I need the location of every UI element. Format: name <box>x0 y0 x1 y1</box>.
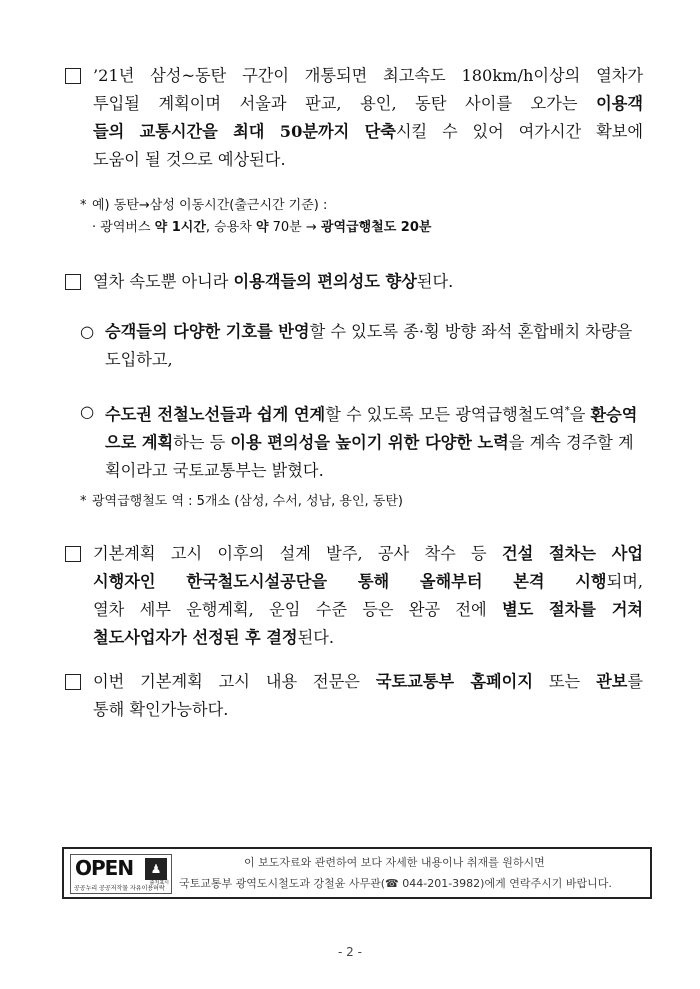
paragraph-full-text <box>65 668 643 724</box>
footer-line1: 이 보도자료와 관련하여 보다 자세한 내용이나 취재를 원하시면 <box>244 856 545 869</box>
p3-line3 <box>93 596 643 624</box>
checkbox-square-icon <box>65 674 81 690</box>
note1-line2 <box>92 217 431 239</box>
note1-bus: · 광역버스 <box>92 220 155 235</box>
p1-line2 <box>93 90 643 118</box>
p2-text-c: 된다. <box>416 272 454 291</box>
note-star: * <box>80 198 87 213</box>
note1-bus-time: 약 1시간 <box>154 220 206 235</box>
p3-bold-b: 건설 절차는 사업 <box>501 544 643 563</box>
note-travel-example <box>80 195 431 239</box>
checkbox-square-icon <box>65 546 81 562</box>
p2-bold: 이용객들의 편의성도 향상 <box>233 272 417 291</box>
paragraph-convenience <box>65 268 643 296</box>
p4-line1 <box>93 668 643 696</box>
s2-bold-e: 환승역으로 계획 <box>105 405 638 453</box>
s2-text-f: 하는 등 <box>173 433 231 453</box>
p4-text-c: 또는 <box>532 672 597 691</box>
contact-footer-box <box>62 847 652 899</box>
person-icon: ♟ <box>145 858 167 880</box>
p1-line2-bold: 이용객 <box>596 94 643 113</box>
paragraph-construction <box>65 540 643 652</box>
note-star: * <box>80 494 87 509</box>
p3-line2 <box>93 568 643 596</box>
note-stations <box>80 491 403 513</box>
p3-text-a: 기본계획 고시 이후의 설계 발주, 공사 착수 등 <box>93 544 502 563</box>
s2-text-b: 할 수 있도록 모든 광역급행철도역 <box>325 405 565 425</box>
p3-text-l4b: 된다. <box>297 628 334 647</box>
note2-text: 광역급행철도 역 : 5개소 (삼성, 수서, 성남, 용인, 동탄) <box>92 494 403 509</box>
s1-line2: 혼합배치 차량을 도입하고, <box>105 322 633 369</box>
bullet-transfer <box>80 398 643 485</box>
logo-badge-text: 출처표시 <box>149 880 169 886</box>
s2-line1 <box>105 405 585 424</box>
p4-bold-homepage: 국토교통부 홈페이지 <box>375 672 533 691</box>
p1-line4: 도움이 될 것으로 예상된다. <box>93 150 286 169</box>
p3-text-l3a: 열차 세부 운행계획, 운임 수준 등은 완공 전에 <box>93 600 502 619</box>
s2-bold-a: 수도권 전철노선들과 쉽게 연계 <box>105 405 326 425</box>
p1-line3-text: 시킬 수 있어 여가시간 확보에 <box>395 122 643 141</box>
note1-line1 <box>80 195 431 217</box>
p1-line3 <box>93 118 643 146</box>
circle-bullet-icon: ○ <box>80 322 95 341</box>
bullet-seating <box>80 318 643 374</box>
p3-line1 <box>93 540 643 568</box>
s2-text-d: 을 <box>569 405 586 425</box>
s2-text-h: 을 <box>508 433 525 453</box>
note1-car-approx: 약 <box>255 220 269 235</box>
note1-gtx-time: 광역급행철도 20분 <box>320 220 432 235</box>
paragraph-travel-time <box>65 62 643 174</box>
note1-text: 예) 동탄→삼성 이동시간(출근시간 기준) : <box>92 198 328 213</box>
s1-line1 <box>105 322 512 341</box>
p4-line2: 통해 확인가능하다. <box>93 700 229 719</box>
footer-contact-line: 국토교통부 광역도시철도과 강철윤 사무관(☎ 044-201-3982)에게 연락주시기 바랍니다. <box>179 877 612 890</box>
s1-bold: 승객들의 다양한 기호를 반영 <box>105 322 310 341</box>
p3-line4 <box>93 624 643 652</box>
p1-line2-text: 투입될 계획이며 서울과 판교, 용인, 동탄 사이를 오가는 <box>93 94 597 113</box>
p4-bold-gazette: 관보 <box>596 672 628 691</box>
s2-line3: 계속 경주할 계획이라고 국토교통부는 밝혔다. <box>105 433 634 481</box>
s2-bold-g: 이용 편의성을 높이기 위한 다양한 노력 <box>230 433 509 453</box>
note1-car-time: 70분 → <box>268 220 321 235</box>
p4-text-a: 이번 기본계획 고시 내용 전문은 <box>93 672 376 691</box>
circle-bullet-icon: ○ <box>80 402 95 421</box>
s1-text: 할 수 있도록 종·횡 방향 좌석 <box>309 322 513 341</box>
open-logo-text: OPEN <box>75 856 134 880</box>
kogl-open-logo <box>70 854 172 894</box>
p3-text-l2b: 되며, <box>606 572 643 591</box>
p2-text-a: 열차 속도뿐 아니라 <box>93 272 234 291</box>
note2-line <box>80 491 403 513</box>
p1-line1: ’21년 삼성~동탄 구간이 개통되면 최고속도 180km/h이상의 열차가 <box>93 66 643 85</box>
p3-bold-l3b: 별도 절차를 거쳐 <box>501 600 643 619</box>
p1-line3-bold: 들의 교통시간을 최대 50분까지 단축 <box>93 122 396 141</box>
p3-bold-l4a: 철도사업자가 선정된 후 결정 <box>93 628 298 647</box>
checkbox-square-icon <box>65 68 81 84</box>
s2-footnote-mark: * <box>564 406 570 417</box>
note1-car: , 승용차 <box>205 220 256 235</box>
p3-bold-l2: 시행자인 한국철도시설공단을 통해 올해부터 본격 시행 <box>93 572 607 591</box>
logo-sub-text: 공공누리 공공저작물 자유이용허락 <box>74 885 165 892</box>
checkbox-square-icon <box>65 274 81 290</box>
p4-text-e: 를 <box>627 672 643 691</box>
page-number: - 2 - <box>338 945 362 959</box>
p2-line1 <box>93 268 643 296</box>
